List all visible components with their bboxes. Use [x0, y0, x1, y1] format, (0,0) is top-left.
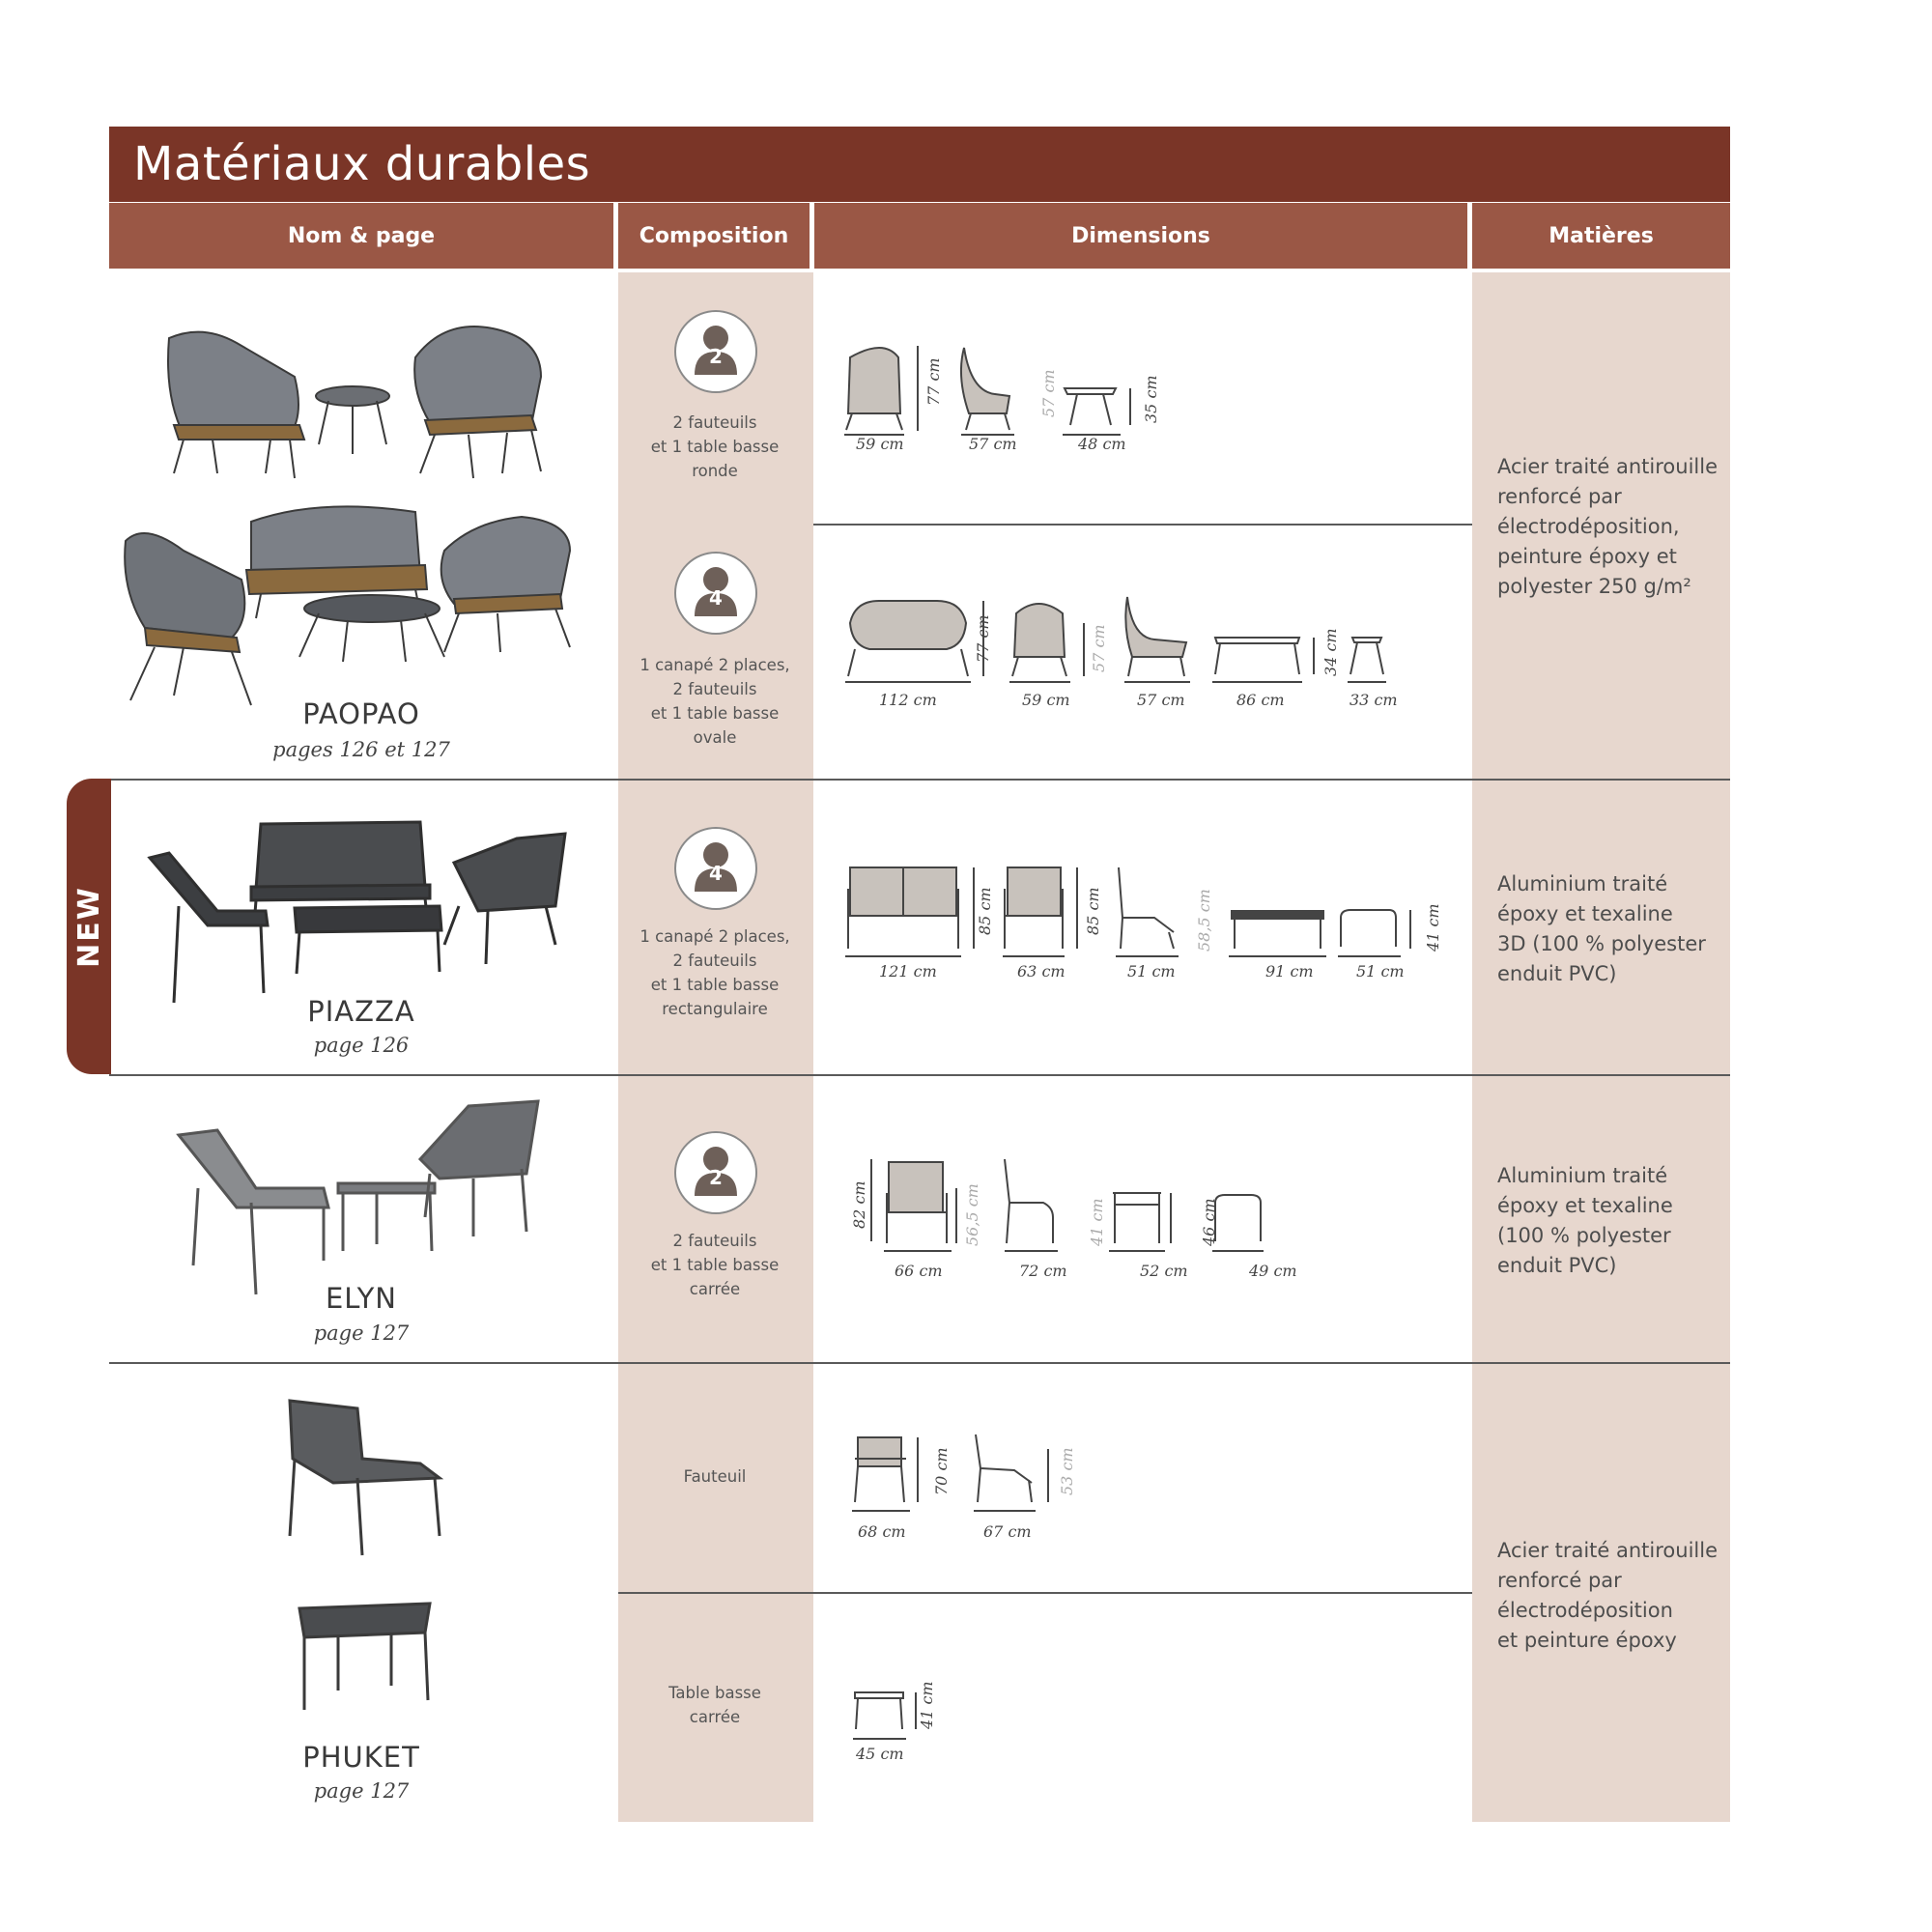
- dimension-label: 56,5 cm: [963, 1183, 981, 1246]
- dimension-drawings: [840, 1430, 1092, 1536]
- materials-line: peinture époxy et: [1497, 545, 1677, 568]
- materials-line: électrodéposition: [1497, 1599, 1673, 1622]
- composition-line: et 1 table basse: [650, 704, 780, 723]
- badge-count: 4: [709, 862, 723, 885]
- dimension-label: 49 cm: [1249, 1262, 1297, 1280]
- dimension-label: 41 cm: [918, 1681, 936, 1729]
- product-page-elyn: page 127: [313, 1321, 410, 1345]
- elyn-product-image: [179, 1101, 546, 1304]
- materials-text: [1497, 1536, 1719, 1656]
- composition-text: [618, 653, 811, 750]
- new-badge: [67, 779, 111, 1074]
- dimension-label: 34 cm: [1321, 628, 1340, 676]
- product-page-phuket: page 127: [313, 1779, 410, 1803]
- materials-line: enduit PVC): [1497, 1254, 1617, 1277]
- dimension-label: 121 cm: [879, 962, 937, 980]
- row-divider: [109, 779, 1730, 781]
- composition-line: Fauteuil: [683, 1467, 747, 1486]
- dimension-label: 86 cm: [1236, 691, 1285, 709]
- product-name-piazza: PIAZZA: [307, 995, 415, 1028]
- row-divider: [109, 1074, 1730, 1076]
- dimension-label: 82 cm: [850, 1180, 868, 1229]
- dimension-label: 57 cm: [1039, 369, 1058, 417]
- column-header-composition: Composition: [618, 203, 810, 269]
- product-name-paopao: PAOPAO: [302, 697, 420, 730]
- dimension-label: 33 cm: [1350, 691, 1398, 709]
- composition-line: carrée: [689, 1708, 741, 1726]
- badge-count: 2: [709, 345, 723, 368]
- dimension-label: 57 cm: [969, 435, 1017, 453]
- product-page-paopao: pages 126 et 127: [272, 738, 450, 761]
- dimension-label: 46 cm: [1200, 1198, 1218, 1246]
- dimension-label: 112 cm: [879, 691, 937, 709]
- paopao-product-image: [126, 319, 589, 724]
- materials-line: Aluminium traité: [1497, 1164, 1668, 1187]
- column-header-name: Nom & page: [109, 203, 613, 269]
- dimension-label: 68 cm: [858, 1522, 906, 1541]
- composition-line: 1 canapé 2 places,: [639, 656, 790, 674]
- composition-column-bg: [618, 272, 813, 1822]
- composition-text: [618, 1464, 811, 1489]
- composition-text: [618, 924, 811, 1021]
- dimension-label: 41 cm: [1424, 903, 1442, 952]
- dimension-label: 51 cm: [1356, 962, 1405, 980]
- dimension-label: 45 cm: [856, 1745, 904, 1763]
- badge-count: 2: [709, 1166, 723, 1189]
- dimension-label: 77 cm: [974, 614, 992, 663]
- composition-line: et 1 table basse: [650, 1256, 780, 1274]
- dimension-label: 85 cm: [1084, 887, 1102, 935]
- badge-count: 4: [709, 586, 723, 610]
- page-title: Matériaux durables: [133, 137, 591, 191]
- phuket-product-image: [285, 1401, 449, 1719]
- composition-line: Table basse: [668, 1684, 761, 1702]
- piazza-product-image: [150, 819, 575, 1012]
- materials-line: enduit PVC): [1497, 962, 1617, 985]
- dimension-label: 41 cm: [1088, 1198, 1106, 1246]
- materials-line: (100 % polyester: [1497, 1224, 1671, 1247]
- composition-text: [618, 1229, 811, 1301]
- row-divider: [618, 1592, 1472, 1594]
- dimension-drawings: [840, 589, 1439, 696]
- dimension-label: 35 cm: [1142, 375, 1160, 423]
- composition-line: 1 canapé 2 places,: [639, 927, 790, 946]
- column-header-dimensions: Dimensions: [814, 203, 1467, 269]
- composition-line: rectangulaire: [662, 1000, 768, 1018]
- composition-line: 2 fauteuils: [672, 952, 757, 970]
- composition-text: [618, 411, 811, 483]
- dimension-label: 51 cm: [1127, 962, 1176, 980]
- materials-line: 3D (100 % polyester: [1497, 932, 1706, 955]
- dimension-label: 53 cm: [1058, 1447, 1076, 1495]
- dimension-label: 63 cm: [1017, 962, 1065, 980]
- materials-line: Aluminium traité: [1497, 872, 1668, 895]
- row-divider: [813, 524, 1472, 526]
- materials-line: époxy et texaline: [1497, 902, 1673, 925]
- dimension-label: 59 cm: [856, 435, 904, 453]
- composition-line: et 1 table basse: [650, 438, 780, 456]
- dimension-label: 85 cm: [976, 887, 994, 935]
- materials-line: électrodéposition,: [1497, 515, 1680, 538]
- materials-text: [1497, 452, 1719, 602]
- composition-line: 2 fauteuils: [672, 1232, 757, 1250]
- dimension-label: 77 cm: [924, 357, 943, 406]
- dimension-label: 70 cm: [932, 1447, 951, 1495]
- dimension-label: 57 cm: [1090, 624, 1108, 672]
- composition-line: ronde: [692, 462, 738, 480]
- dimension-label: 52 cm: [1140, 1262, 1188, 1280]
- product-page-piazza: page 126: [313, 1034, 410, 1057]
- materials-line: Acier traité antirouille: [1497, 455, 1719, 478]
- materials-line: renforcé par: [1497, 485, 1622, 508]
- dimension-drawings: [840, 860, 1439, 966]
- composition-line: et 1 table basse: [650, 976, 780, 994]
- composition-line: carrée: [689, 1280, 741, 1298]
- materials-line: polyester 250 g/m²: [1497, 575, 1691, 598]
- product-name-elyn: ELYN: [325, 1282, 398, 1315]
- column-header-materials: Matières: [1472, 203, 1730, 269]
- product-name-phuket: PHUKET: [302, 1741, 420, 1774]
- row-divider: [109, 1362, 1730, 1364]
- dimension-label: 72 cm: [1019, 1262, 1067, 1280]
- new-label: NEW: [71, 885, 106, 968]
- materials-line: renforcé par: [1497, 1569, 1622, 1592]
- composition-line: 2 fauteuils: [672, 413, 757, 432]
- dimension-label: 91 cm: [1265, 962, 1314, 980]
- materials-line: époxy et texaline: [1497, 1194, 1673, 1217]
- composition-text: [618, 1681, 811, 1729]
- dimension-label: 58,5 cm: [1195, 889, 1213, 952]
- dimension-label: 48 cm: [1078, 435, 1126, 453]
- composition-line: ovale: [693, 728, 737, 747]
- materials-line: Acier traité antirouille: [1497, 1539, 1719, 1562]
- materials-line: et peinture époxy: [1497, 1629, 1677, 1652]
- dimension-label: 57 cm: [1137, 691, 1185, 709]
- dimension-label: 59 cm: [1022, 691, 1070, 709]
- dimension-label: 66 cm: [895, 1262, 943, 1280]
- composition-line: 2 fauteuils: [672, 680, 757, 698]
- dimension-label: 67 cm: [983, 1522, 1032, 1541]
- materials-text: [1497, 1161, 1719, 1281]
- materials-text: [1497, 869, 1719, 989]
